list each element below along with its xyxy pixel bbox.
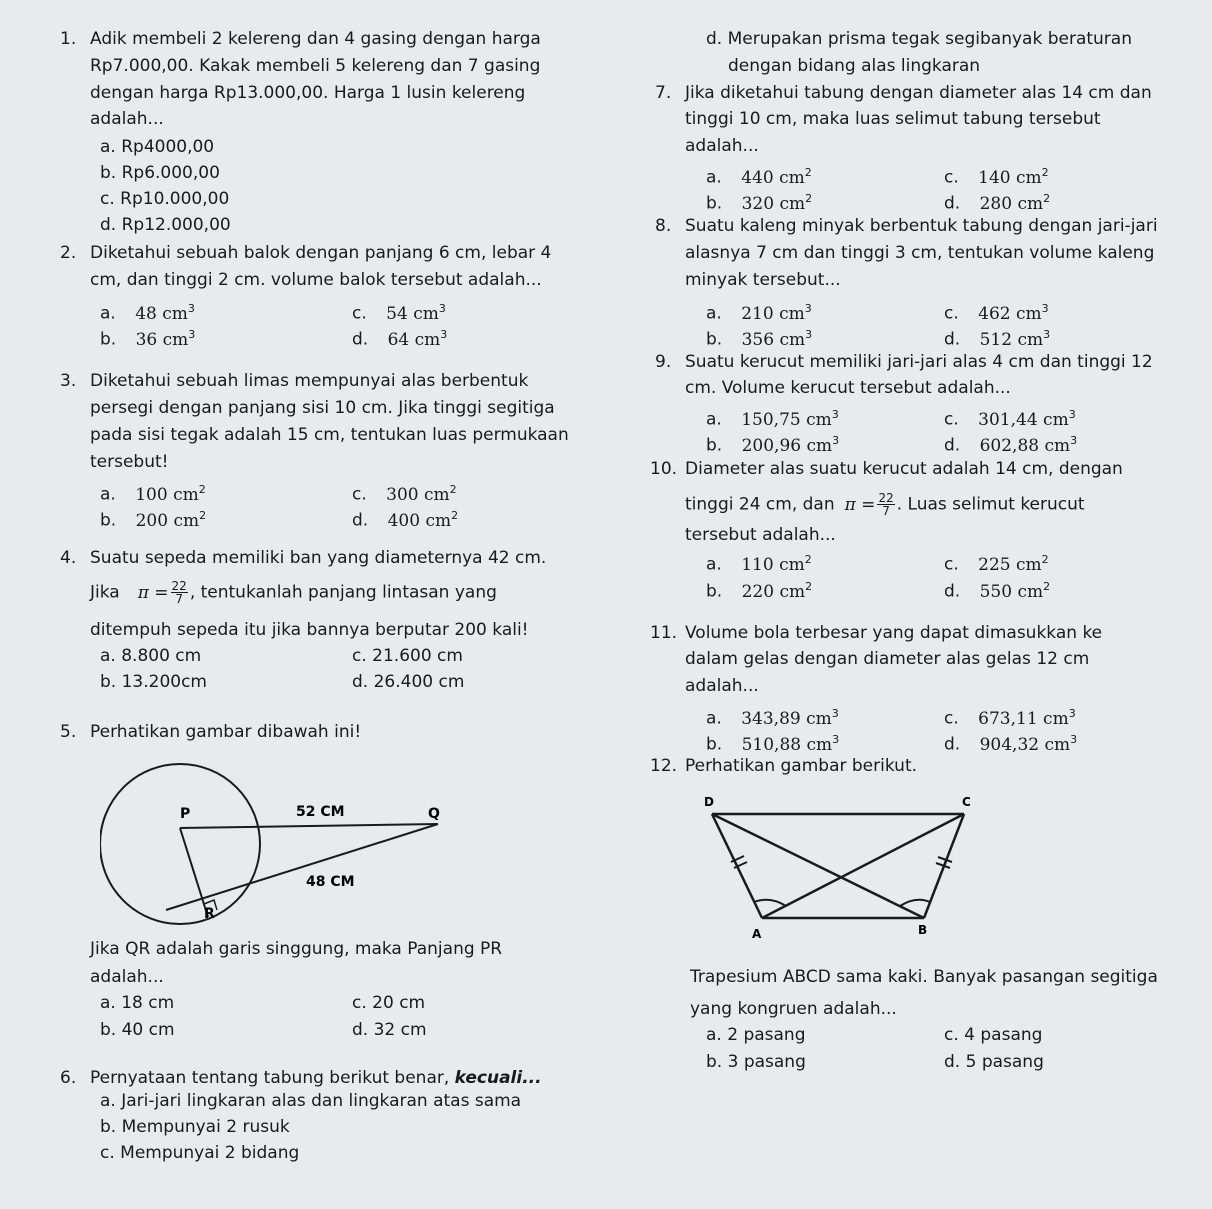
q9-option-a[interactable]: a. 150,75 $cm^3$	[706, 408, 839, 430]
q9-option-d[interactable]: d. 602,88 $cm^3$	[944, 434, 1078, 456]
q3-number: 3.	[60, 371, 77, 391]
q1-text: Adik membeli 2 kelereng dan 4 gasing dengan harga	[90, 29, 541, 49]
q7-text: adalah...	[685, 136, 759, 156]
q3-option-b[interactable]: b. 200 $cm^2$	[100, 509, 207, 531]
q12-number: 12.	[650, 756, 678, 776]
q7-option-b[interactable]: b. 320 $cm^2$	[706, 192, 813, 214]
q7-text: Jika diketahui tabung dengan diameter alas 14 cm dan	[685, 83, 1152, 103]
q2-option-a[interactable]: a. 48 $cm^3$	[100, 302, 195, 324]
q4-option-c[interactable]: c. 21.600 cm	[352, 646, 463, 666]
q1-option-b[interactable]: b. Rp6.000,00	[100, 163, 220, 183]
q4-option-a[interactable]: a. 8.800 cm	[100, 646, 202, 666]
q9-option-b[interactable]: b. 200,96 $cm^3$	[706, 434, 840, 456]
q10-option-c[interactable]: c. 225 $cm^2$	[944, 553, 1049, 575]
label-b: B	[918, 923, 928, 937]
q12-text: Trapesium ABCD sama kaki. Banyak pasangan segitiga	[690, 967, 1158, 987]
q9-option-c[interactable]: c. 301,44 $cm^3$	[944, 408, 1076, 430]
q5-option-c[interactable]: c. 20 cm	[352, 993, 426, 1013]
q10-option-b[interactable]: b. 220 $cm^2$	[706, 580, 813, 602]
q11-option-b[interactable]: b. 510,88 $cm^3$	[706, 733, 840, 755]
q6-option-d-cont: dengan bidang alas lingkaran	[728, 56, 981, 76]
q9-text: cm. Volume kerucut tersebut adalah...	[685, 378, 1011, 398]
q11-number: 11.	[650, 623, 678, 643]
q3-text: persegi dengan panjang sisi 10 cm. Jika tinggi segitiga	[90, 398, 555, 418]
q8-text: alasnya 7 cm dan tinggi 3 cm, tentukan volume kaleng	[685, 243, 1155, 263]
q1-number: 1.	[60, 29, 77, 49]
q1-option-c[interactable]: c. Rp10.000,00	[100, 189, 230, 209]
q12-text: yang kongruen adalah...	[690, 999, 897, 1019]
q7-option-a[interactable]: a. 440 $cm^2$	[706, 166, 812, 188]
q6-number: 6.	[60, 1068, 77, 1088]
q8-option-d[interactable]: d. 512 $cm^3$	[944, 328, 1051, 350]
tangent-qr	[166, 824, 438, 910]
q12-text: Perhatikan gambar berikut.	[685, 756, 918, 776]
q5-text: Jika QR adalah garis singgung, maka Panjang PR	[90, 939, 503, 959]
q1-option-a[interactable]: a. Rp4000,00	[100, 137, 215, 157]
angle-mark-a	[754, 900, 786, 906]
angle-mark-b	[900, 900, 930, 906]
label-c: C	[962, 795, 971, 809]
q10-text: tinggi 24 cm, dan π = $\frac{22}{7}$ . Luas selimut kerucut	[685, 491, 1085, 518]
q3-text: pada sisi tegak adalah 15 cm, tentukan luas permukaan	[90, 425, 569, 445]
q3-option-c[interactable]: c. 300 $cm^2$	[352, 483, 457, 505]
q5-text: Perhatikan gambar dibawah ini!	[90, 722, 362, 742]
q5-text: adalah...	[90, 967, 164, 987]
trapezoid-figure	[684, 788, 984, 948]
q11-option-a[interactable]: a. 343,89 $cm^3$	[706, 707, 839, 729]
q12-option-a[interactable]: a. 2 pasang	[706, 1025, 806, 1045]
q10-option-a[interactable]: a. 110 $cm^2$	[706, 553, 812, 575]
q5-option-b[interactable]: b. 40 cm	[100, 1020, 175, 1040]
q11-text: dalam gelas dengan diameter alas gelas 12 cm	[685, 649, 1090, 669]
q7-option-d[interactable]: d. 280 $cm^2$	[944, 192, 1051, 214]
q8-option-b[interactable]: b. 356 $cm^3$	[706, 328, 813, 350]
diagonal-db	[712, 814, 924, 918]
q9-number: 9.	[655, 352, 672, 372]
q6-option-c[interactable]: c. Mempunyai 2 bidang	[100, 1143, 300, 1163]
q10-text: tersebut adalah...	[685, 525, 836, 545]
label-pq: 52 CM	[296, 804, 345, 820]
q7-option-c[interactable]: c. 140 $cm^2$	[944, 166, 1049, 188]
q1-text: Rp7.000,00. Kakak membeli 5 kelereng dan 7 gasing	[90, 56, 541, 76]
label-qr: 48 CM	[306, 874, 355, 890]
label-r: R	[204, 906, 215, 922]
q3-option-a[interactable]: a. 100 $cm^2$	[100, 483, 206, 505]
q4-text: Jika π = $\frac{22}{7}$ , tentukanlah panjang lintasan yang	[90, 579, 497, 606]
q11-option-d[interactable]: d. 904,32 $cm^3$	[944, 733, 1078, 755]
q1-text: dengan harga Rp13.000,00. Harga 1 lusin kelereng	[90, 83, 526, 103]
q8-text: Suatu kaleng minyak berbentuk tabung dengan jari-jari	[685, 216, 1158, 236]
q11-text: Volume bola terbesar yang dapat dimasukkan ke	[685, 623, 1103, 643]
q10-pi-fraction: $\frac{22}{7}$	[878, 491, 894, 518]
q2-number: 2.	[60, 243, 77, 263]
q8-text: minyak tersebut...	[685, 270, 841, 290]
q2-text: Diketahui sebuah balok dengan panjang 6 cm, lebar 4	[90, 243, 552, 263]
q2-text: cm, dan tinggi 2 cm. volume balok tersebut adalah...	[90, 270, 542, 290]
q7-text: tinggi 10 cm, maka luas selimut tabung tersebut	[685, 109, 1101, 129]
tangent-circle-figure	[100, 752, 460, 940]
q11-text: adalah...	[685, 676, 759, 696]
q8-option-c[interactable]: c. 462 $cm^3$	[944, 302, 1049, 324]
q6-option-a[interactable]: a. Jari-jari lingkaran alas dan lingkaran atas sama	[100, 1091, 522, 1111]
q8-option-a[interactable]: a. 210 $cm^3$	[706, 302, 812, 324]
segment-pq	[180, 824, 438, 828]
q4-option-d[interactable]: d. 26.400 cm	[352, 672, 465, 692]
q1-option-d[interactable]: d. Rp12.000,00	[100, 215, 231, 235]
q3-option-d[interactable]: d. 400 $cm^2$	[352, 509, 459, 531]
q11-option-c[interactable]: c. 673,11 $cm^3$	[944, 707, 1076, 729]
q5-option-d[interactable]: d. 32 cm	[352, 1020, 427, 1040]
q3-text: Diketahui sebuah limas mempunyai alas berbentuk	[90, 371, 529, 391]
q5-option-a[interactable]: a. 18 cm	[100, 993, 175, 1013]
label-d: D	[704, 795, 714, 809]
q6-option-d[interactable]: d. Merupakan prisma tegak segibanyak beraturan	[706, 29, 1132, 49]
label-p: P	[180, 806, 191, 822]
q2-option-c[interactable]: c. 54 $cm^3$	[352, 302, 446, 324]
q10-text: Diameter alas suatu kerucut adalah 14 cm, dengan	[685, 459, 1123, 479]
q10-option-d[interactable]: d. 550 $cm^2$	[944, 580, 1051, 602]
label-a: A	[752, 927, 762, 941]
q7-number: 7.	[655, 83, 672, 103]
q10-number: 10.	[650, 459, 678, 479]
q2-option-b[interactable]: b. 36 $cm^3$	[100, 328, 196, 350]
circle	[100, 764, 260, 924]
q12-option-b[interactable]: b. 3 pasang	[706, 1052, 806, 1072]
q9-text: Suatu kerucut memiliki jari-jari alas 4 cm dan tinggi 12	[685, 352, 1153, 372]
q8-number: 8.	[655, 216, 672, 236]
q4-option-b[interactable]: b. 13.200cm	[100, 672, 207, 692]
q6-text: Pernyataan tentang tabung berikut benar, kecuali...	[90, 1068, 542, 1088]
q3-text: tersebut!	[90, 452, 169, 472]
diagonal-ca	[762, 814, 964, 918]
q4-number: 4.	[60, 548, 77, 568]
q6-option-b[interactable]: b. Mempunyai 2 rusuk	[100, 1117, 290, 1137]
q12-option-c[interactable]: c. 4 pasang	[944, 1025, 1043, 1045]
q12-option-d[interactable]: d. 5 pasang	[944, 1052, 1044, 1072]
q4-text: Suatu sepeda memiliki ban yang diameternya 42 cm.	[90, 548, 547, 568]
q4-text: ditempuh sepeda itu jika bannya berputar 200 kali!	[90, 620, 529, 640]
q1-text: adalah...	[90, 109, 164, 129]
label-q: Q	[428, 806, 440, 822]
q5-number: 5.	[60, 722, 77, 742]
q2-option-d[interactable]: d. 64 $cm^3$	[352, 328, 448, 350]
q4-pi-fraction: $\frac{22}{7}$	[171, 579, 187, 606]
